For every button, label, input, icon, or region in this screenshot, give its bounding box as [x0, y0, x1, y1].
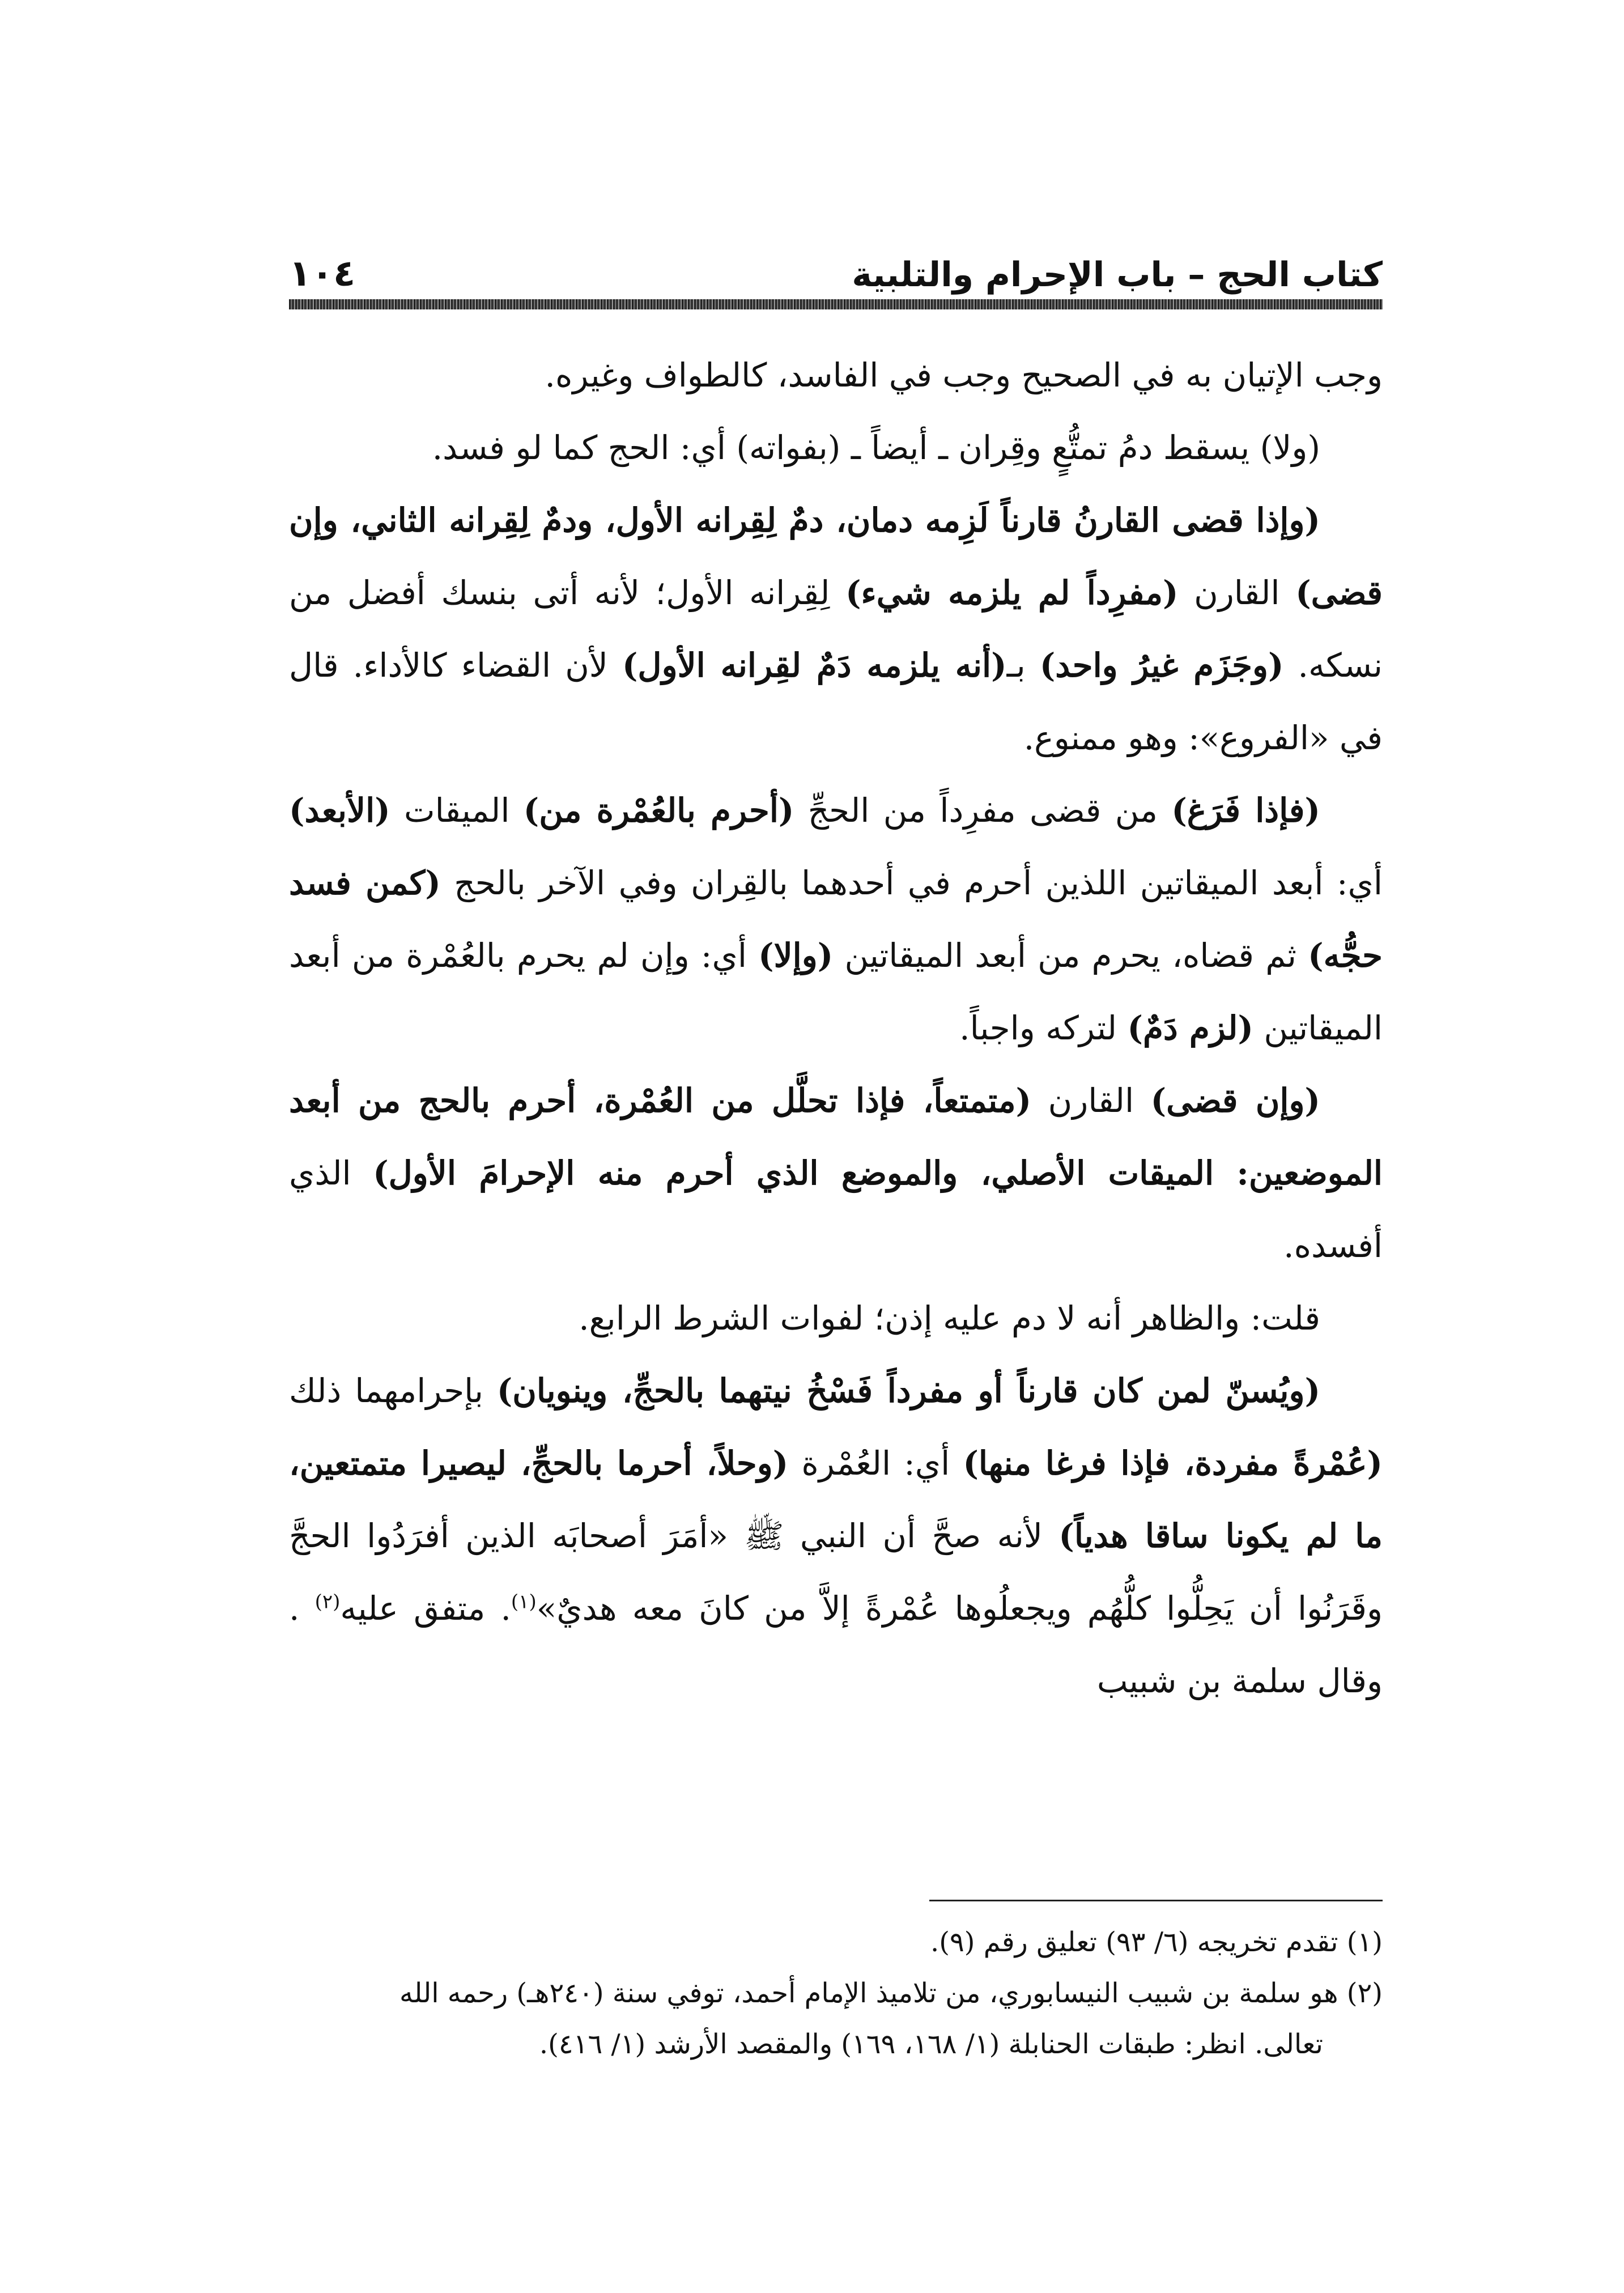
matn-text: (فإذا فَرَغ)	[1171, 791, 1320, 830]
sharh-text: الميقات	[390, 791, 524, 830]
footnotes	[289, 1917, 1383, 2070]
matn-text: (وجَزَم غيرُ واحد)	[1039, 646, 1284, 685]
sharh-text: لأنه صحَّ أن النبي ﷺ «أمَرَ أصحابَه الذين أفرَدُوا الحجَّ وقَرَنُوا أن يَحِلُّوا كلُّهُم ويجعلُوها عُمْرةً إلاَّ من كانَ معه هديٌ»	[289, 1517, 1383, 1628]
sharh-text: الذي أفسده.	[289, 1154, 1383, 1265]
sharh-text: أي: وإن لم يحرم بالعُمْرة من أبعد الميقاتين	[289, 936, 1383, 1047]
paragraph-6: قلت: والظاهر أنه لا دم عليه إذن؛ لفوات الشرط الرابع.	[579, 1299, 1320, 1337]
sharh-text: أي: العُمْرة	[788, 1444, 963, 1483]
footnote-ref-1: (١)	[511, 1590, 537, 1613]
paragraph-7	[289, 1354, 1383, 1717]
footnote-2: (٢) هو سلمة بن شبيب النيسابوري، من تلاميذ الإمام أحمد، توفي سنة (٢٤٠هـ) رحمه الله	[399, 1977, 1383, 2009]
matn-text: (أنه يلزمه دَمٌ لقِرانه الأول)	[622, 646, 1007, 685]
matn-text: (وإذا قضى القارنُ قارناً لَزِمه دمان، دمٌ لِقِرانه الأول، ودمٌ لِقِرانه الثاني، وإن قضى)	[289, 501, 1383, 612]
running-title: كتاب الحج – باب الإحرام والتلبية	[852, 255, 1383, 295]
paragraph-3	[289, 484, 1383, 774]
page-header	[289, 252, 1383, 295]
sharh-text: أي: أبعد الميقاتين اللذين أحرم في أحدهما بالقِران وفي الآخر بالحج	[440, 864, 1383, 902]
matn-text: (الأبعد)	[289, 791, 390, 830]
sharh-text: . متفق عليه	[340, 1589, 511, 1628]
paragraph-4	[289, 774, 1383, 1064]
sharh-text: بإحرامهما ذلك	[289, 1371, 497, 1410]
matn-text: (عُمْرةً مفردة، فإذا فرغا منها)	[963, 1444, 1383, 1483]
sharh-text: لأن القضاء كالأداء. قال في «الفروع»: وهو ممنوع.	[289, 646, 1383, 757]
matn-text: (متمتعاً، فإذا تحلَّل من العُمْرة، أحرم بالحج من أبعد الموضعين: الميقات الأصلي، والموضع الذي أحرم منه الإحرامَ الأول)	[289, 1081, 1383, 1192]
paragraph-5	[289, 1064, 1383, 1282]
matn-text: (لزم دَمٌ)	[1127, 1009, 1253, 1047]
matn-text: (وإلا)	[758, 936, 834, 975]
matn-text: (مفرِداً لم يلزمه شيء)	[845, 574, 1179, 612]
footnote-divider	[929, 1900, 1383, 1901]
matn-text: (ويُسنّ لمن كان قارناً أو مفرداً فَسْخُ نيتهما بالحجِّ، وينويان)	[496, 1371, 1321, 1410]
paragraph-2: (ولا) يسقط دمُ تمتُّعٍ وقِران ـ أيضاً ـ (بفواته) أي: الحج كما لو فسد.	[432, 428, 1320, 467]
footnote-ref-2: (٢)	[314, 1590, 341, 1613]
footnote-1: (١) تقدم تخريجه (٦/ ٩٣) تعليق رقم (٩).	[930, 1926, 1383, 1958]
matn-text: (وحلاً، أحرما بالحجِّ، ليصيرا متمتعين، ما لم يكونا ساقا هدياً)	[289, 1444, 1383, 1555]
sharh-text: لِقِرانه الأول؛ لأنه أتى بنسك أفضل من نسكه.	[289, 574, 1383, 685]
sharh-text: لتركه واجباً.	[959, 1009, 1128, 1047]
footnote-2-continued: تعالى. انظر: طبقات الحنابلة (١/ ١٦٨، ١٦٩) والمقصد الأرشد (١/ ٤١٦).	[539, 2028, 1323, 2060]
sharh-text: . وقال سلمة بن شبيب	[289, 1589, 1383, 1700]
matn-text: (كمن فسد حجُّه)	[289, 864, 1383, 975]
sharh-text: ثم قضاه، يحرم من أبعد الميقاتين	[833, 936, 1308, 975]
sharh-text: القارن	[1031, 1081, 1151, 1120]
matn-text: (وإن قضى)	[1150, 1081, 1320, 1120]
page-number: ١٠٤	[289, 253, 356, 295]
sharh-text: من قضى مفرِداً من الحجِّ	[794, 791, 1172, 830]
sharh-text: بـ	[1006, 646, 1040, 685]
header-rule	[289, 299, 1383, 309]
matn-text: (أحرم بالعُمْرة من)	[523, 791, 794, 830]
sharh-text: القارن	[1178, 574, 1296, 612]
paragraph-1: وجب الإتيان به في الصحيح وجب في الفاسد، كالطواف وغيره.	[545, 356, 1383, 394]
main-text	[289, 339, 1383, 1717]
